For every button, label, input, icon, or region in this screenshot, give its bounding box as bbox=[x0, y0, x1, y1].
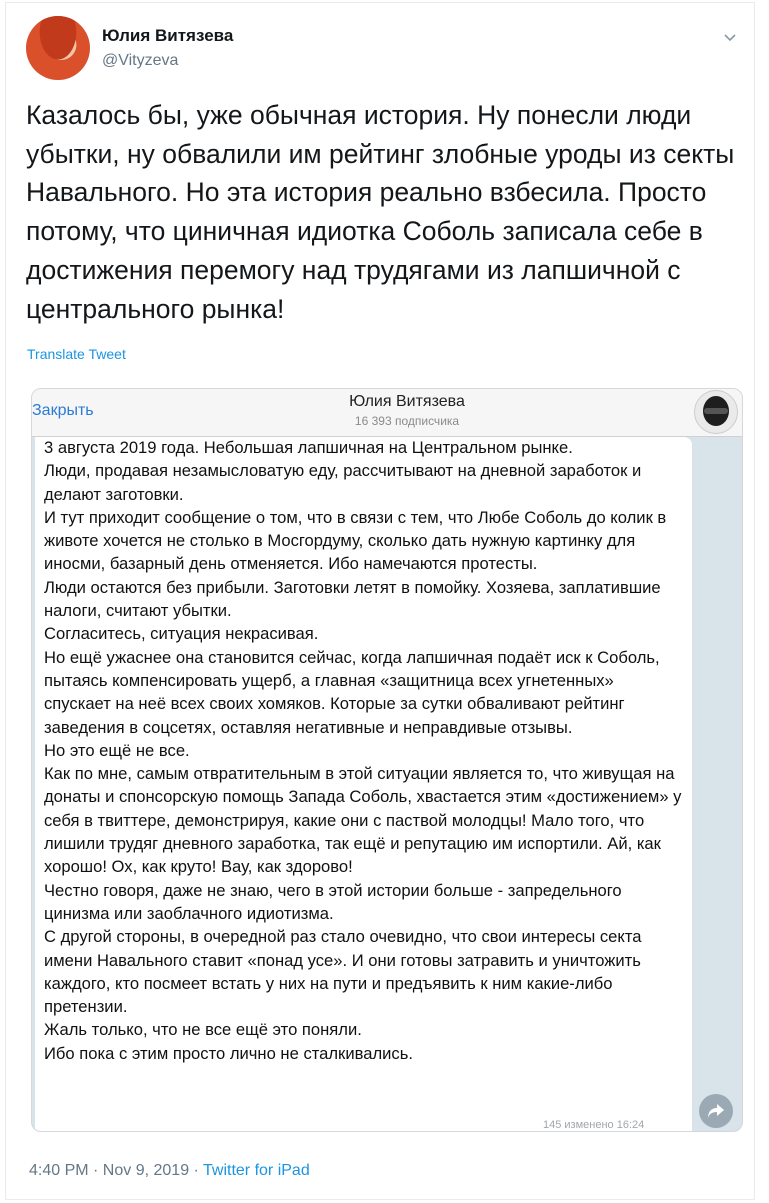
channel-avatar bbox=[694, 390, 738, 434]
message-bubble bbox=[35, 437, 692, 1131]
author-display-name[interactable]: Юлия Витязева bbox=[102, 26, 234, 45]
telegram-header bbox=[32, 389, 742, 437]
subscriber-count: 16 393 подписчика bbox=[354, 414, 460, 428]
tweet-timestamp[interactable]: 4:40 PM · Nov 9, 2019 · bbox=[29, 1162, 199, 1179]
channel-name: Юлия Витязева bbox=[349, 393, 465, 410]
share-icon[interactable] bbox=[699, 1094, 733, 1128]
author-avatar[interactable] bbox=[26, 16, 90, 80]
telegram-screenshot[interactable] bbox=[31, 388, 743, 1132]
translate-tweet-link[interactable]: Translate Tweet bbox=[27, 346, 126, 362]
message-meta: 145 изменено 16:24 bbox=[543, 1119, 645, 1131]
tweet-source[interactable]: Twitter for iPad bbox=[203, 1162, 310, 1179]
tweet-footer bbox=[29, 1162, 310, 1180]
chevron-down-icon[interactable] bbox=[721, 28, 739, 46]
message-text: 3 августа 2019 года. Небольшая лапшичная на Центральном рынке. Люди, продавая незамысловатую еду, рассчитывают на дневной заработок и делают заготовки. И тут приходит сообщение о том, что в связи с тем, что Любе Соболь до колик в животе хочется не столько в Мосгордуму, сколько дать нужную картинку для иносми, базарный день отменяется. Ибо намечаются протесты. Люди остаются без прибыли. Заготовки летят в помойку. Хозяева, заплатившие налоги, считают убытки. Согласитесь, ситуация некрасивая. Но ещё ужаснее она становится сейчас, когда лапшичная подаёт иск к Соболь, пытаясь компенсировать ущерб, а главная «защитница всех угнетенных» спускает на неё всех своих хомяков. Которые за сутки обваливают рейтинг заведения в соцсетях, оставляя негативные и неправдивые отзывы. Но это ещё не все. Как по мне, самым отвратительным в этой ситуации является то, что живущая на донаты и спонсорскую помощь Запада Соболь, хвастается этим «достижением» у себя в твиттере, демонстрируя, какие они с паствой молодцы! Мало того, что лишили трудяг дневного заработка, так ещё и репутацию им испортили. Ай, как хорошо! Ох, как круто! Вау, как здорово! Честно говоря, даже не знаю, чего в этой истории больше - запредельного цинизма или заоблачного идиотизма. С другой стороны, в очередной раз стало очевидно, что свои интересы секта имени Навального ставит «понад усе». И они готовы затравить и уничтожить каждого, кто посмеет встать у них на пути и предъявить к ним какие-либо претензии. Жаль только, что не все ещё это поняли. Ибо пока с этим просто лично не сталкивались. bbox=[44, 438, 682, 1063]
tweet-card bbox=[5, 2, 755, 1200]
tweet-text: Казалось бы, уже обычная история. Ну понесли люди убытки, ну обвалили им рейтинг злобные уроды из секты Навального. Но эта история реально взбесила. Просто потому, что циничная идиотка Соболь записала себе в достижения перемогу над трудягами из лапшичной с центрального рынка! bbox=[26, 100, 735, 324]
close-button[interactable]: Закрыть bbox=[32, 402, 94, 419]
author-handle[interactable]: @Vityzeva bbox=[102, 52, 179, 69]
